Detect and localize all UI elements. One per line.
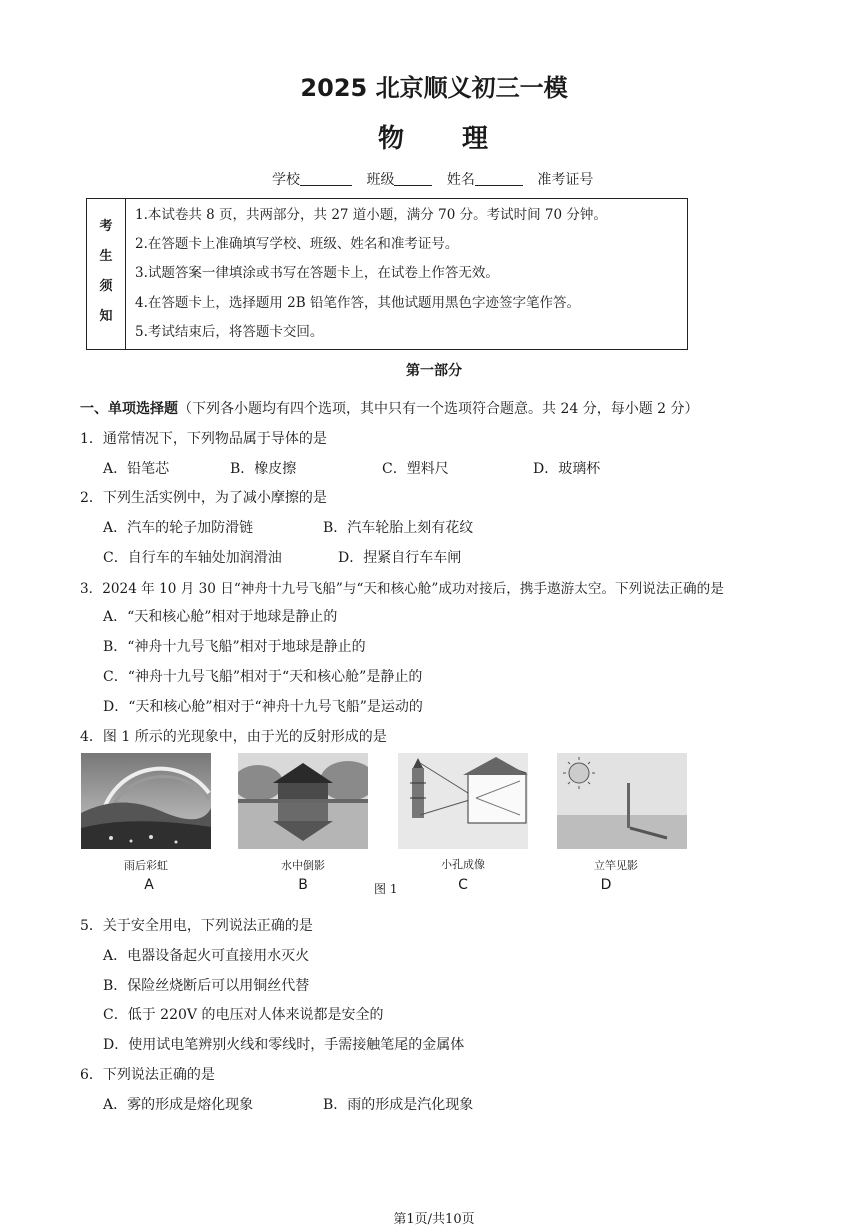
question-6-stem: 6．下列说法正确的是 <box>80 1067 215 1083</box>
question-2-stem: 2．下列生活实例中，为了减小摩擦的是 <box>80 490 327 506</box>
q2-option-d: D．捏紧自行车车闸 <box>338 550 462 566</box>
q5-option-c: C．低于 220V 的电压对人体来说都是安全的 <box>103 1007 384 1023</box>
notice-item: 5.考试结束后，将答题卡交回。 <box>135 324 324 340</box>
page-footer: 第1页/共10页 <box>393 1212 475 1227</box>
subject-char-1: 物 <box>377 124 406 154</box>
question-4-stem: 4．图 1 所示的光现象中，由于光的反射形成的是 <box>80 729 387 745</box>
q5-option-b: B．保险丝烧断后可以用铜丝代替 <box>103 978 310 994</box>
question-3-stem: 3．2024 年 10 月 30 日“神舟十九号飞船”与“天和核心舱”成功对接后，携手遨游太空。下列说法正确的是 <box>80 581 724 597</box>
q1-option-a: A．铅笔芯 <box>103 461 170 477</box>
subject-title <box>0 118 868 155</box>
figure-label: 图 1 <box>374 882 398 896</box>
q3-option-a: A．“天和核心舱”相对于地球是静止的 <box>103 609 338 625</box>
caption-a: 雨后彩虹 <box>124 859 168 872</box>
q2-option-a: A．汽车的轮子加防滑链 <box>103 520 254 536</box>
notice-item: 2.在答题卡上准确填写学校、班级、姓名和准考证号。 <box>135 236 459 252</box>
q3-option-c: C．“神舟十九号飞船”相对于“天和核心舱”是静止的 <box>103 669 423 685</box>
q5-option-d: D．使用试电笔辨别火线和零线时，手需接触笔尾的金属体 <box>103 1037 465 1053</box>
exam-title: 2025 北京顺义初三一模 <box>300 74 568 102</box>
subject-char-2: 理 <box>462 124 491 154</box>
figure-pole-shadow-image <box>557 753 687 849</box>
q2-option-c: C．自行车的车轴处加润滑油 <box>103 550 282 566</box>
exam-id-label: 准考证号 <box>537 172 594 188</box>
section-desc: （下列各小题均有四个选项，其中只有一个选项符合题意。共 24 分，每小题 2 分） <box>178 401 699 417</box>
notice-label-char: 生 <box>99 249 113 264</box>
notice-label <box>87 199 126 349</box>
q3-option-d: D．“天和核心舱”相对于“神舟十九号飞船”是运动的 <box>103 699 423 715</box>
q1-option-d: D．玻璃杯 <box>533 461 601 477</box>
notice-item: 3.试题答案一律填涂或书写在答题卡上，在试卷上作答无效。 <box>135 265 499 281</box>
figure-pinhole-image <box>398 753 528 849</box>
caption-d: 立竿见影 <box>594 859 638 872</box>
class-label: 班级 <box>366 172 395 188</box>
notice-label-char: 知 <box>99 309 113 324</box>
q6-option-b: B．雨的形成是汽化现象 <box>323 1097 474 1113</box>
name-label: 姓名 <box>446 172 475 188</box>
option-letter-b: B <box>298 877 308 893</box>
option-letter-d: D <box>600 877 612 893</box>
question-1-stem: 1．通常情况下，下列物品属于导体的是 <box>80 431 327 447</box>
option-letter-c: C <box>458 877 468 893</box>
notice-label-char: 考 <box>99 219 113 234</box>
class-blank[interactable] <box>394 171 432 186</box>
q1-option-b: B．橡皮擦 <box>230 461 297 477</box>
exam-notice-box <box>86 198 688 350</box>
section-header <box>80 398 699 418</box>
caption-b: 水中倒影 <box>281 859 325 872</box>
student-info-fields <box>272 169 593 189</box>
notice-label-char: 须 <box>99 279 113 294</box>
school-blank[interactable] <box>300 171 352 186</box>
q5-option-a: A．电器设备起火可直接用水灭火 <box>103 948 310 964</box>
section-title: 一、单项选择题 <box>80 401 178 417</box>
figure-rainbow-image <box>81 753 211 849</box>
name-blank[interactable] <box>475 171 523 186</box>
notice-item: 1.本试卷共 8 页，共两部分，共 27 道小题，满分 70 分。考试时间 70 分钟。 <box>135 207 607 223</box>
caption-c: 小孔成像 <box>441 858 485 871</box>
part-title: 第一部分 <box>406 363 462 379</box>
option-letter-a: A <box>144 877 154 893</box>
q3-option-b: B．“神舟十九号飞船”相对于地球是静止的 <box>103 639 366 655</box>
notice-item: 4.在答题卡上，选择题用 2B 铅笔作答，其他试题用黑色字迹签字笔作答。 <box>135 295 580 311</box>
school-label: 学校 <box>272 172 300 188</box>
q6-option-a: A．雾的形成是熔化现象 <box>103 1097 254 1113</box>
q2-option-b: B．汽车轮胎上刻有花纹 <box>323 520 474 536</box>
q1-option-c: C．塑料尺 <box>382 461 449 477</box>
figure-reflection-image <box>238 753 368 849</box>
question-5-stem: 5．关于安全用电，下列说法正确的是 <box>80 918 313 934</box>
